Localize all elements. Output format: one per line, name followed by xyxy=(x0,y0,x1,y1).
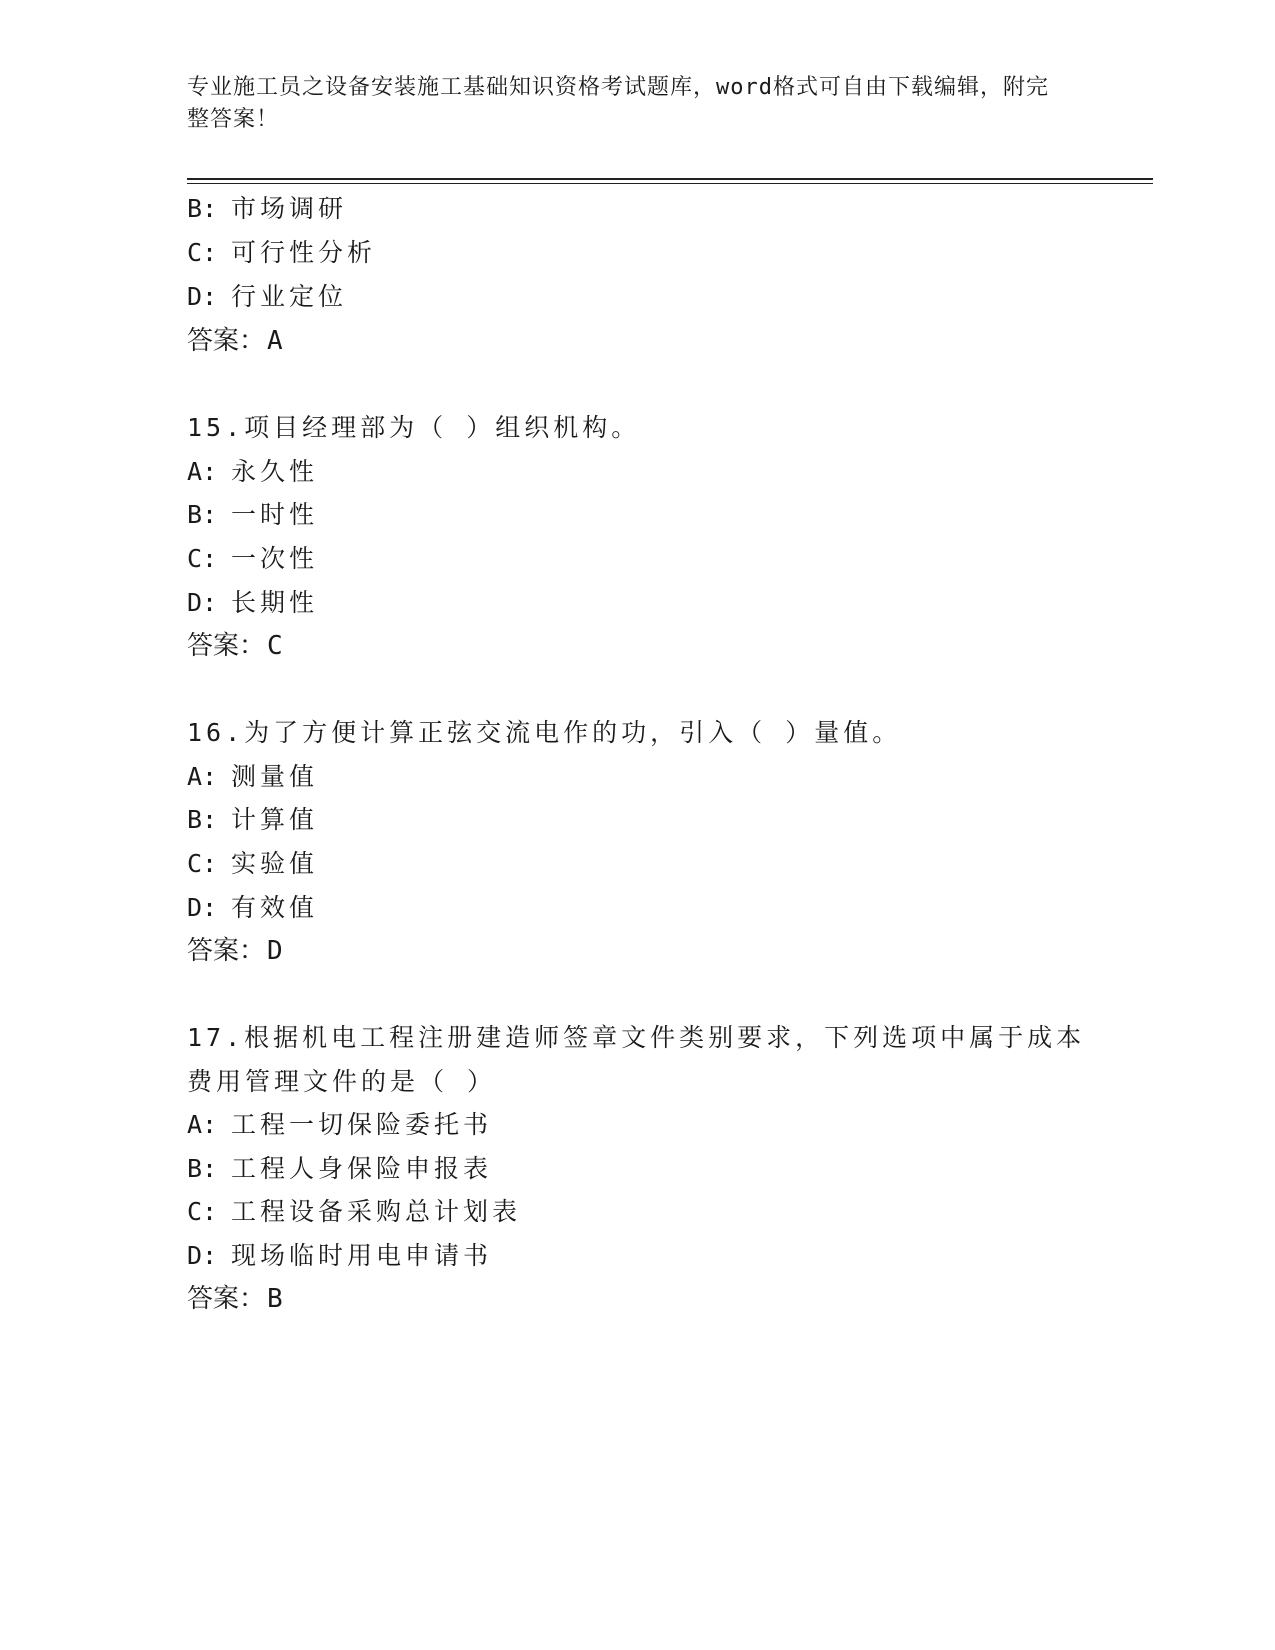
option-line xyxy=(187,280,347,314)
option-line xyxy=(187,1152,492,1186)
answer-value: D xyxy=(267,936,283,966)
option-letter: C: xyxy=(187,1197,218,1226)
option-text: 工程设备采购总计划表 xyxy=(231,1197,522,1226)
option-text: 有效值 xyxy=(231,893,319,922)
document-header xyxy=(187,72,1067,136)
option-letter: A: xyxy=(187,457,218,486)
option-letter: B: xyxy=(187,1154,218,1183)
header-divider-thick xyxy=(187,178,1153,180)
option-letter: C: xyxy=(187,238,218,267)
option-text: 长期性 xyxy=(231,588,319,617)
option-line xyxy=(187,236,376,270)
option-text: 可行性分析 xyxy=(231,238,377,267)
answer-value: B xyxy=(267,1284,283,1314)
option-letter: B: xyxy=(187,500,218,529)
option-letter: B: xyxy=(187,194,218,223)
option-line xyxy=(187,847,318,881)
option-line xyxy=(187,1239,492,1273)
question-stem-text: 17.根据机电工程注册建造师签章文件类别要求，下列选项中属于成本 xyxy=(187,1023,1086,1052)
option-letter: D: xyxy=(187,588,218,617)
answer-value: A xyxy=(267,326,283,356)
option-text: 工程人身保险申报表 xyxy=(231,1154,493,1183)
option-letter: B: xyxy=(187,805,218,834)
option-line xyxy=(187,891,318,925)
option-text: 永久性 xyxy=(231,457,319,486)
option-letter: A: xyxy=(187,762,218,791)
header-text: 专业施工员之设备安装施工基础知识资格考试题库，word格式可自由下载编辑，附完整答案！ xyxy=(187,75,1049,132)
question-stem-text: 15.项目经理部为（ ）组织机构。 xyxy=(187,413,641,442)
option-line xyxy=(187,1108,492,1142)
option-text: 现场临时用电申请书 xyxy=(231,1241,493,1270)
question-stem-text: 16.为了方便计算正弦交流电作的功，引入（ ）量值。 xyxy=(187,718,902,747)
option-letter: D: xyxy=(187,1241,218,1270)
option-text: 工程一切保险委托书 xyxy=(231,1110,493,1139)
answer-line xyxy=(187,629,283,663)
option-letter: A: xyxy=(187,1110,218,1139)
question-stem-continued xyxy=(187,1065,496,1099)
answer-label: 答案： xyxy=(187,326,266,356)
question-stem xyxy=(187,716,901,750)
option-text: 测量值 xyxy=(231,762,319,791)
option-line xyxy=(187,803,318,837)
option-text: 计算值 xyxy=(231,805,319,834)
answer-value: C xyxy=(267,631,283,661)
option-letter: C: xyxy=(187,544,218,573)
option-text: 实验值 xyxy=(231,849,319,878)
option-line xyxy=(187,455,318,489)
question-stem xyxy=(187,1021,1085,1055)
option-text: 一时性 xyxy=(231,500,319,529)
answer-line xyxy=(187,934,283,968)
option-letter: C: xyxy=(187,849,218,878)
question-stem-text: 费用管理文件的是（ ） xyxy=(187,1067,497,1096)
option-letter: D: xyxy=(187,282,218,311)
option-line xyxy=(187,586,318,620)
option-text: 行业定位 xyxy=(231,282,348,311)
option-line xyxy=(187,542,318,576)
option-line xyxy=(187,192,347,226)
option-text: 市场调研 xyxy=(231,194,348,223)
option-line xyxy=(187,498,318,532)
option-line xyxy=(187,760,318,794)
answer-label: 答案： xyxy=(187,631,266,661)
option-line xyxy=(187,1195,521,1229)
option-text: 一次性 xyxy=(231,544,319,573)
header-divider-thin xyxy=(187,183,1153,184)
answer-label: 答案： xyxy=(187,936,266,966)
answer-line xyxy=(187,324,283,358)
question-stem xyxy=(187,411,640,445)
option-letter: D: xyxy=(187,893,218,922)
answer-label: 答案： xyxy=(187,1284,266,1314)
answer-line xyxy=(187,1282,283,1316)
